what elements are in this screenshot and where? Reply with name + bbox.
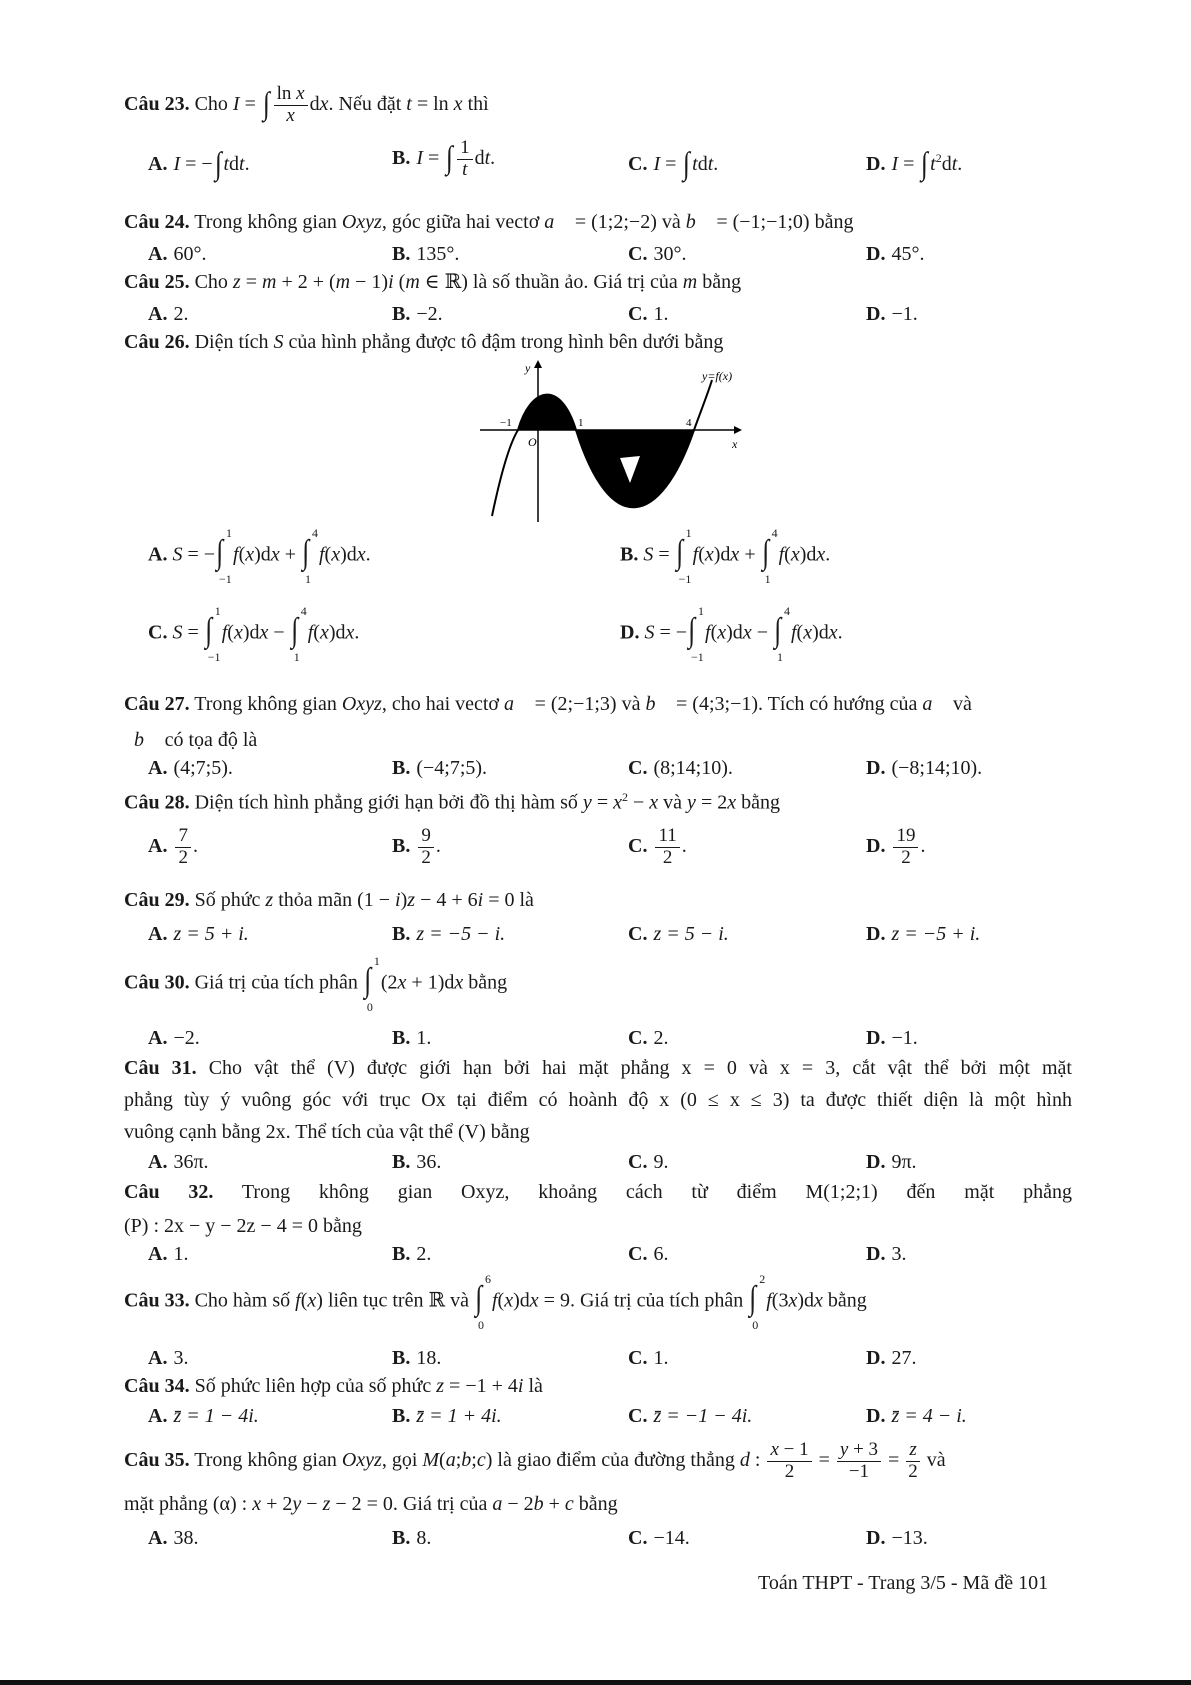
- option-b: B. 8.: [392, 1527, 432, 1549]
- option-a: A. 60°.: [148, 243, 207, 265]
- question-24: Câu 24. Trong không gian Oxyz, góc giữa hai vectơ a⃗ = (1;2;−2) và b⃗ = (−1;−1;0) bằng: [124, 211, 854, 233]
- option-a: A. I = −∫tdt.: [148, 145, 250, 181]
- question-26: Câu 26. Diện tích S của hình phẳng được tô đậm trong hình bên dưới bằng: [124, 331, 724, 353]
- question-31-line1: Câu 31. Cho vật thể (V) được giới hạn bởi hai mặt phẳng x = 0 và x = 3, cắt vật thể bởi một mặt: [124, 1057, 1072, 1079]
- option-a: A. z = 5 + i.: [148, 923, 249, 945]
- option-c: C. −14.: [628, 1527, 690, 1549]
- question-35: Câu 35. Trong không gian Oxyz, gọi M(a;b;c) là giao điểm của đường thẳng d : $\frac{x - 1}{2}$ = $\frac{y + 3}{-1}$ = $\frac{z}{2}$ và: [124, 1439, 946, 1482]
- option-d: D. z̄ = 4 − i.: [866, 1405, 967, 1427]
- y-arrow-icon: [534, 360, 542, 368]
- option-b: B. (−4;7;5).: [392, 757, 488, 779]
- option-c: C. $\frac{11}{2}$ .: [628, 825, 687, 868]
- question-28: Câu 28. Diện tích hình phẳng giới hạn bởi đồ thị hàm số $y = x^2 - x$ và y = 2x bằng: [124, 790, 780, 814]
- option-b: B. 135°.: [392, 243, 460, 265]
- option-c: C. 1.: [628, 303, 669, 325]
- shaded-region-left: [518, 395, 576, 430]
- option-a: A. 38.: [148, 1527, 199, 1549]
- option-c: C. (8;14;10).: [628, 757, 733, 779]
- question-35-line2: mặt phẳng (α) : x + 2y − z − 2 = 0. Giá trị của a − 2b + c bằng: [124, 1493, 618, 1515]
- option-d: D. S = − ∫ 1 −1 f(x)dx − ∫ 4 1 f(x)dx.: [620, 604, 843, 664]
- option-b: B. 18.: [392, 1347, 442, 1369]
- question-27: Câu 27. Trong không gian Oxyz, cho hai vectơ a⃗ = (2;−1;3) và b⃗ = (4;3;−1). Tích có hướng của a⃗ và: [124, 693, 972, 715]
- question-text: thì: [467, 92, 489, 115]
- option-a: A. 36π.: [148, 1151, 209, 1173]
- option-a: A. 3.: [148, 1347, 189, 1369]
- page-footer: Toán THPT - Trang 3/5 - Mã đề 101: [758, 1572, 1049, 1594]
- question-25: Câu 25. Cho z = m + 2 + (m − 1)i (m ∈ ℝ) là số thuần ảo. Giá trị của m bằng: [124, 271, 742, 293]
- option-b: B. S = ∫ 1 −1 f(x)dx + ∫ 4 1 f(x)dx.: [620, 526, 831, 586]
- option-b: B. $\frac{9}{2}$ .: [392, 825, 441, 868]
- question-31-line3: vuông cạnh bằng 2x. Thể tích của vật thể (V) bằng: [124, 1121, 530, 1143]
- question-32-line1: Câu 32. Trong không gian Oxyz, khoảng cách từ điểm M(1;2;1) đến mặt phẳng: [124, 1181, 1072, 1203]
- question-30: Câu 30. Giá trị của tích phân ∫ 1 0 (2x + 1)dx bằng: [124, 954, 508, 1014]
- question-32-line2: (P) : 2x − y − 2z − 4 = 0 bằng: [124, 1215, 362, 1237]
- option-a: A. $\frac{7}{2}$ .: [148, 825, 198, 868]
- y-label: y: [525, 361, 531, 375]
- option-b: B. z̄ = 1 + 4i.: [392, 1405, 502, 1427]
- tick-minus-1: −1: [500, 417, 512, 429]
- option-a: A. S = − ∫ 1 −1 f(x)dx + ∫ 4 1 f(x)dx.: [148, 526, 371, 586]
- option-d: D. −1.: [866, 303, 918, 325]
- question-label: Câu 23.: [124, 92, 190, 115]
- option-a: A. 2.: [148, 303, 189, 325]
- tick-4: 4: [686, 417, 692, 429]
- option-b: B. 36.: [392, 1151, 442, 1173]
- question-33: Câu 33. Cho hàm số f(x) liên tục trên ℝ và ∫ 6 0 f(x)dx = 9. Giá trị của tích phân ∫ 2 0 f(3x)dx bằng: [124, 1272, 867, 1332]
- question-23: Câu 23. Cho I = ∫ $\frac{\text{ln x}}{x}$ dx. Nếu đặt t = ln x thì: [124, 83, 489, 126]
- option-d: D. 45°.: [866, 243, 925, 265]
- option-d: D. −1.: [866, 1027, 918, 1049]
- question-31-line2: phẳng tùy ý vuông góc với trục Ox tại điểm có hoành độ x (0 ≤ x ≤ 3) ta được thiết diện là một hình: [124, 1089, 1072, 1111]
- option-a: A. (4;7;5).: [148, 757, 233, 779]
- option-c: C. 6.: [628, 1243, 669, 1265]
- origin-label: O: [528, 435, 537, 449]
- option-c: C. z̄ = −1 − 4i.: [628, 1405, 753, 1427]
- question-29: Câu 29. Số phức z thỏa mãn (1 − i)z − 4 + 6i = 0 là: [124, 889, 534, 911]
- option-d: D. (−8;14;10).: [866, 757, 983, 779]
- option-b: B. z = −5 − i.: [392, 923, 506, 945]
- question-27-line2: b⃗ có tọa độ là: [134, 729, 258, 751]
- option-c: C. 2.: [628, 1027, 669, 1049]
- function-graph: [480, 358, 770, 522]
- option-c: C. 1.: [628, 1347, 669, 1369]
- option-b: B. I = ∫ $\frac{1}{t}$ dt.: [392, 137, 496, 180]
- option-d: D. −13.: [866, 1527, 928, 1549]
- option-c: C. 9.: [628, 1151, 669, 1173]
- option-d: D. $I = \int t^2dt$.: [866, 145, 963, 181]
- option-c: C. I = ∫tdt.: [628, 145, 719, 181]
- question-text: Nếu đặt: [338, 92, 402, 115]
- option-d: D. 3.: [866, 1243, 907, 1265]
- option-a: A. 1.: [148, 1243, 189, 1265]
- option-a: A. z̄ = 1 − 4i.: [148, 1405, 259, 1427]
- option-c: C. z = 5 − i.: [628, 923, 729, 945]
- option-b: B. 1.: [392, 1027, 432, 1049]
- option-b: B. 2.: [392, 1243, 432, 1265]
- option-d: D. $\frac{19}{2}$ .: [866, 825, 926, 868]
- option-a: A. −2.: [148, 1027, 200, 1049]
- option-c: C. 30°.: [628, 243, 687, 265]
- x-arrow-icon: [734, 426, 742, 434]
- option-d: D. 27.: [866, 1347, 917, 1369]
- x-label: x: [732, 437, 738, 451]
- option-d: D. 9π.: [866, 1151, 917, 1173]
- option-d: D. z = −5 + i.: [866, 923, 981, 945]
- curve-label: y=f(x): [702, 369, 733, 383]
- option-b: B. −2.: [392, 303, 443, 325]
- option-c: C. S = ∫ 1 −1 f(x)dx − ∫ 4 1 f(x)dx.: [148, 604, 360, 664]
- tick-1: 1: [578, 417, 584, 429]
- question-text: Cho: [194, 92, 228, 115]
- question-34: Câu 34. Số phức liên hợp của số phức z = −1 + 4i là: [124, 1375, 543, 1397]
- bottom-edge: [0, 1680, 1191, 1685]
